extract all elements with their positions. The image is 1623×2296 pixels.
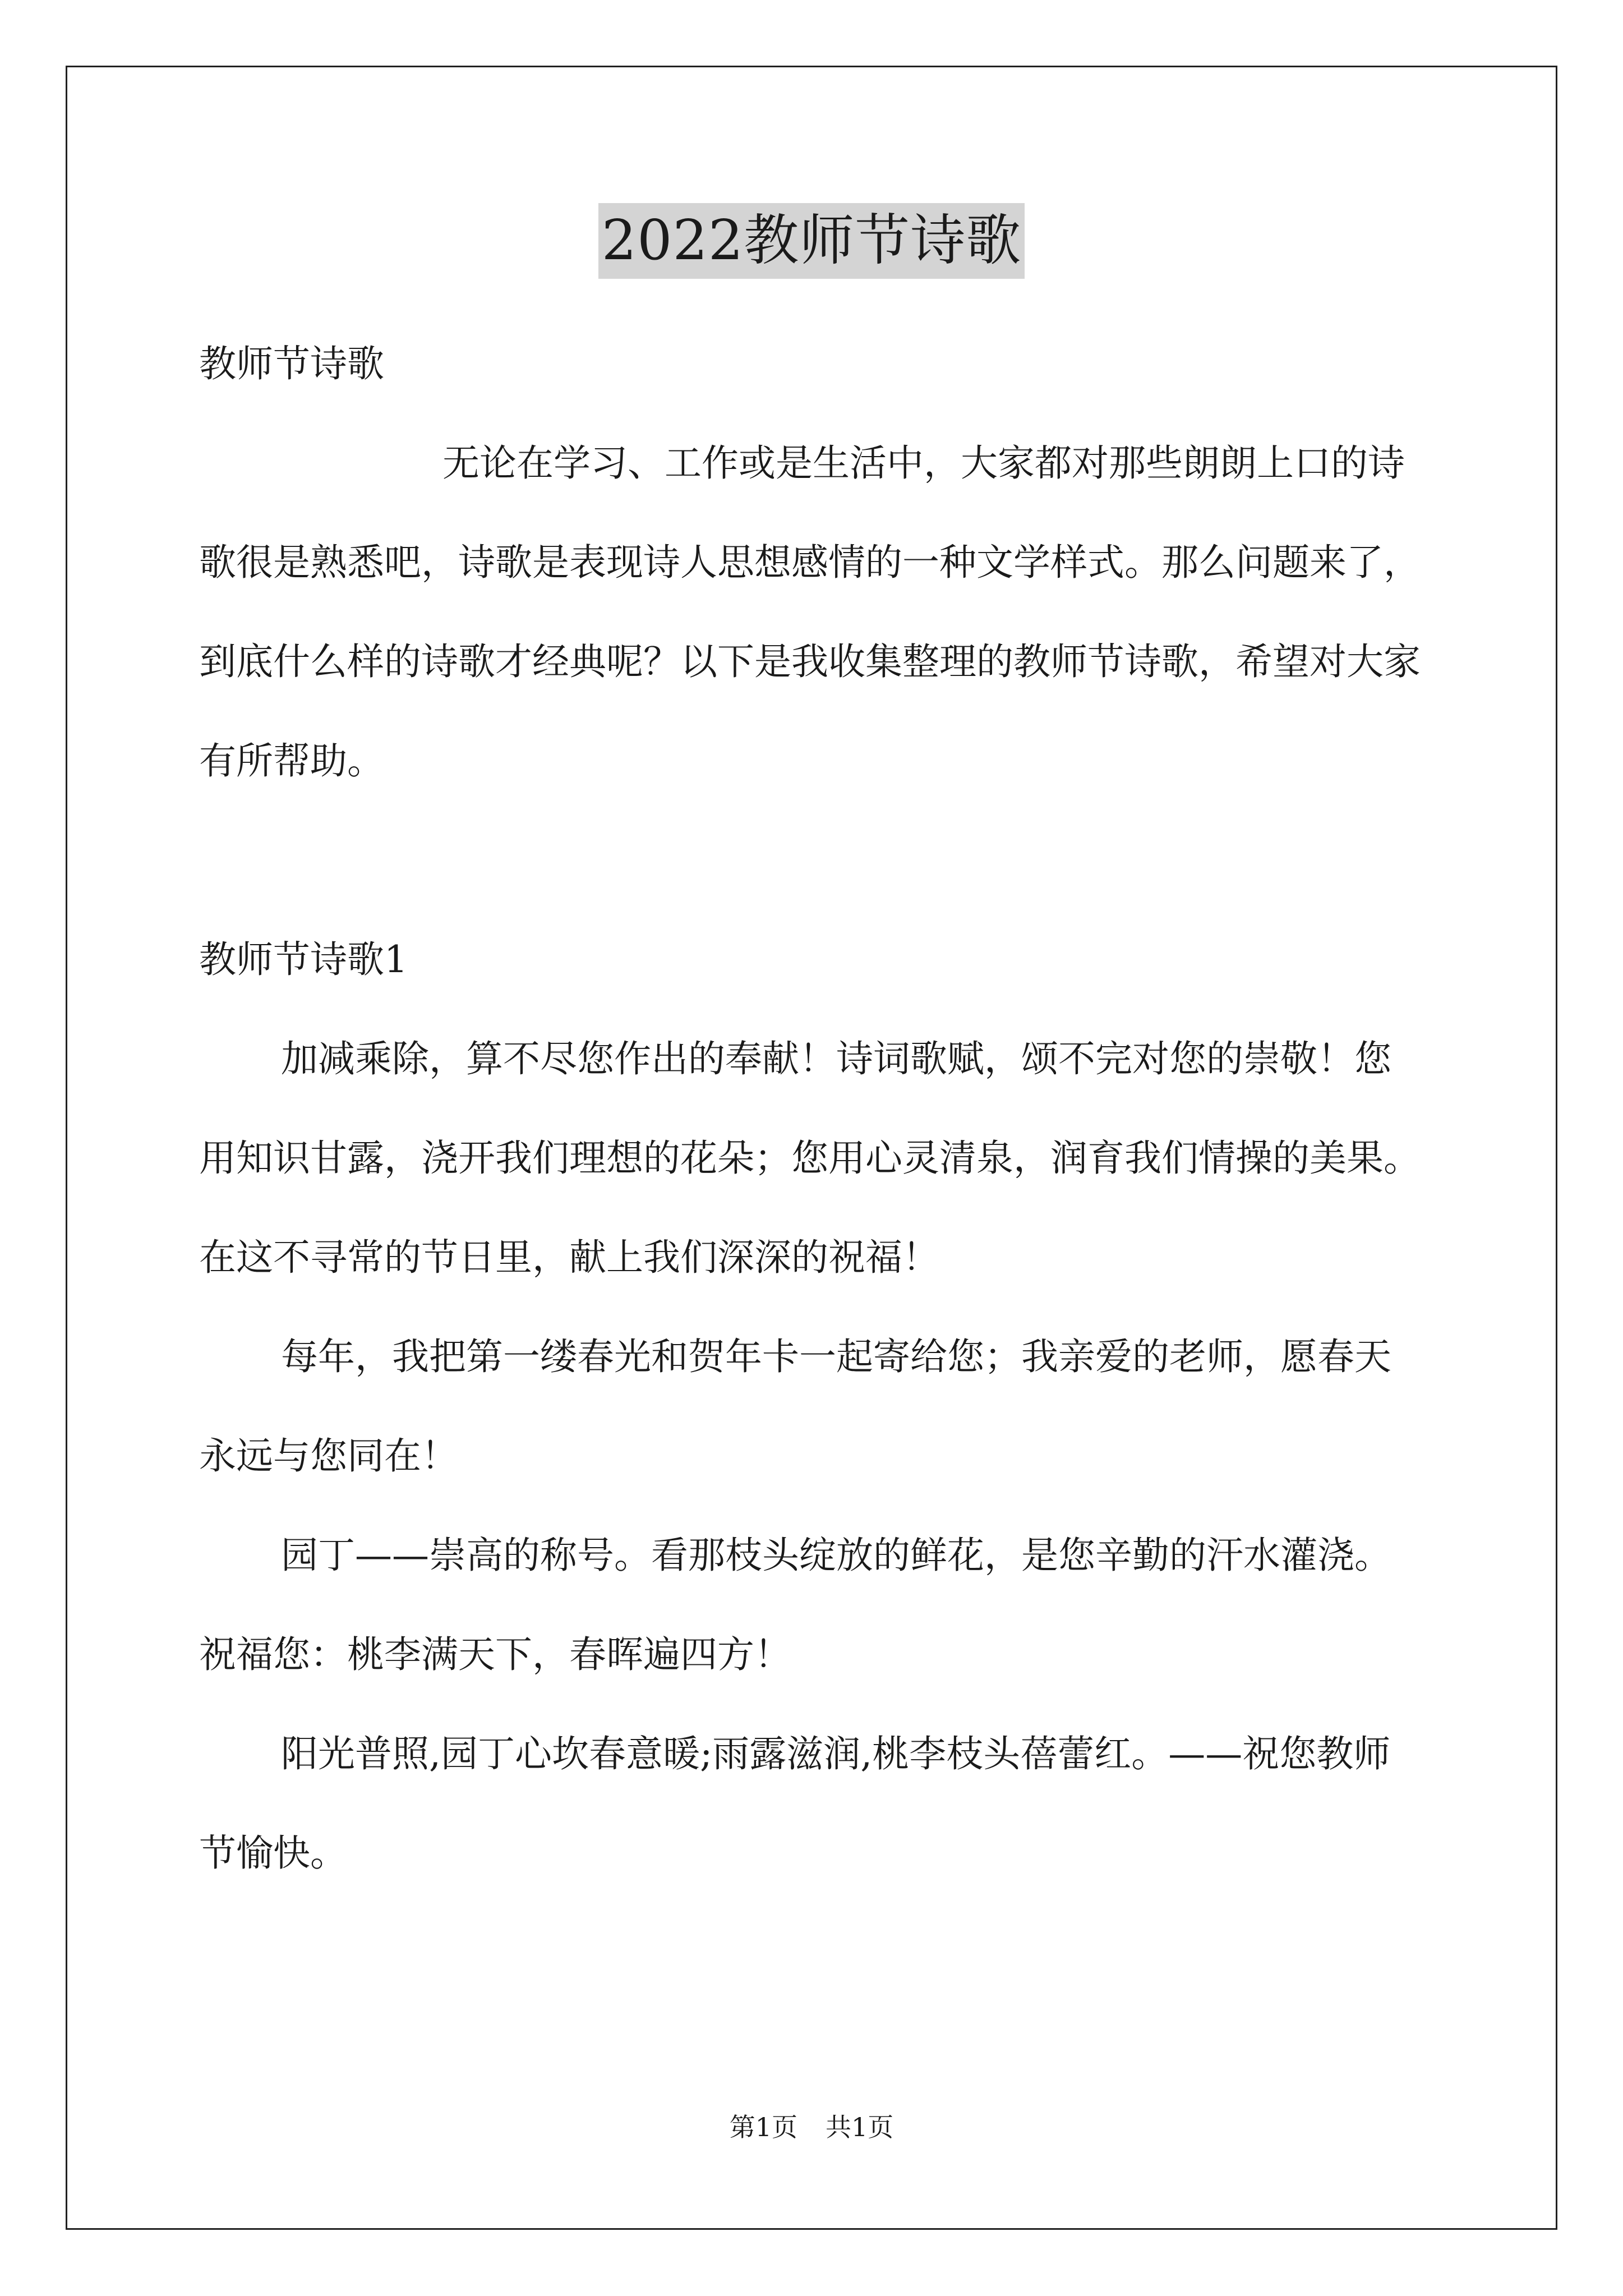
section-heading: 教师节诗歌1 xyxy=(199,938,408,981)
poem-paragraph-3: 园丁——崇高的称号。看那枝头绽放的鲜花，是您辛勤的汗水灌浇。祝福您：桃李满天下，春晖遍四方！ xyxy=(199,1534,1391,1676)
page-total: 共1页 xyxy=(826,2112,894,2142)
intro-paragraph: 无论在学习、工作或是生活中，大家都对那些朗朗上口的诗歌很是熟悉吧，诗歌是表现诗人思想感情的一种文学样式。那么问题来了，到底什么样的诗歌才经典呢？以下是我收集整理的教师节诗歌，希望对大家有所帮助。 xyxy=(199,441,1421,783)
poem-paragraph-1: 加减乘除，算不尽您作出的奉献！诗词歌赋，颂不完对您的崇敬！您用知识甘露，浇开我们理想的花朵；您用心灵清泉，润育我们情操的美果。在这不寻常的节日里，献上我们深深的祝福！ xyxy=(199,1037,1421,1279)
document-title: 2022教师节诗歌 xyxy=(598,203,1025,279)
document-body xyxy=(199,314,1427,1903)
poem-paragraph-2: 每年，我把第一缕春光和贺年卡一起寄给您；我亲爱的老师，愿春天永远与您同在！ xyxy=(199,1335,1391,1478)
page-number: 第1页 xyxy=(729,2112,797,2142)
section-spacer xyxy=(199,811,1427,910)
page-footer xyxy=(0,2110,1623,2144)
title-container xyxy=(0,203,1623,279)
document-subtitle: 教师节诗歌 xyxy=(199,342,384,385)
poem-paragraph-4: 阳光普照,园丁心坎春意暖;雨露滋润,桃李枝头蓓蕾红。——祝您教师节愉快。 xyxy=(199,1732,1391,1875)
